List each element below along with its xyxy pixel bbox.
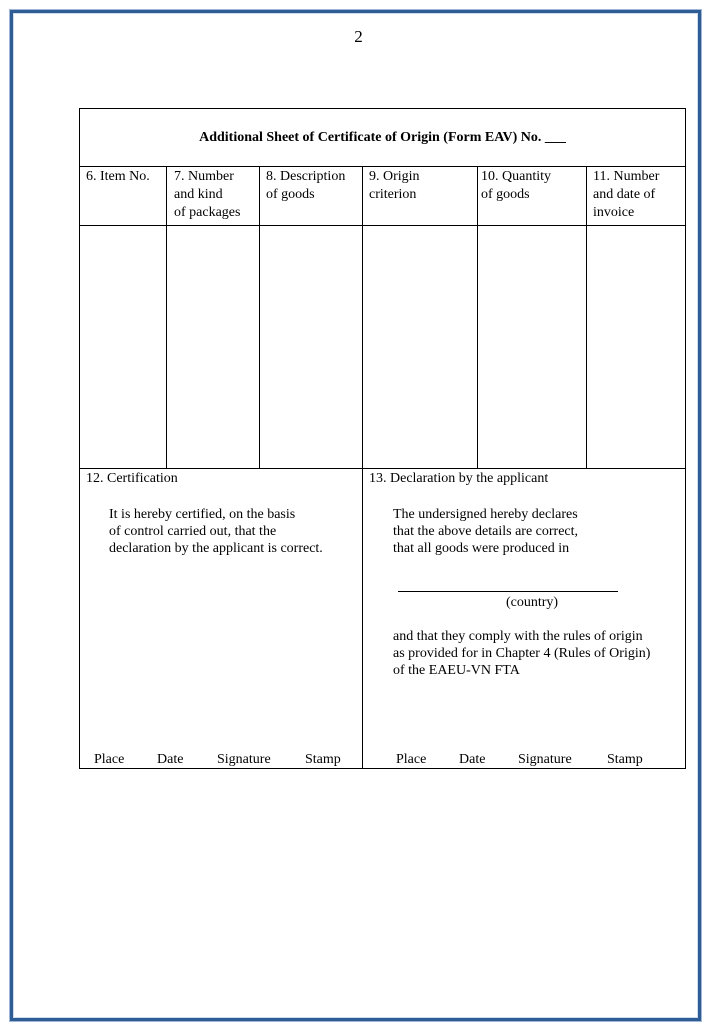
certification-heading: 12. Certification — [86, 471, 178, 486]
declaration-text: The undersigned hereby declares that the above details are correct, that all goods were produced in — [393, 507, 579, 556]
declaration-heading: 13. Declaration by the applicant — [369, 471, 549, 486]
page-number: 2 — [354, 27, 363, 46]
column-divider — [586, 166, 587, 468]
body-divider — [80, 468, 685, 469]
title-divider — [80, 166, 685, 167]
column-header-origin-criterion: 9. Origin criterion — [369, 169, 420, 202]
country-blank-line — [398, 591, 618, 592]
column-header-description: 8. Description of goods — [266, 169, 346, 202]
column-header-invoice: 11. Number and date of invoice — [593, 169, 660, 220]
column-divider — [477, 166, 478, 468]
column-header-item-no: 6. Item No. — [86, 169, 150, 184]
declaration-place-label: Place — [396, 752, 427, 767]
certificate-form — [79, 108, 686, 769]
certification-text: It is hereby certified, on the basis of control carried out, that the declaration by the applicant is correct. — [109, 507, 323, 556]
column-divider — [259, 166, 260, 468]
column-header-quantity: 10. Quantity of goods — [481, 169, 551, 202]
header-divider — [80, 225, 685, 226]
certification-place-label: Place — [94, 752, 125, 767]
country-label: (country) — [506, 595, 559, 610]
form-title: Additional Sheet of Certificate of Origin (Form EAV) No. ___ — [199, 130, 566, 145]
declaration-date-label: Date — [459, 752, 486, 767]
column-header-packages: 7. Number and kind of packages — [174, 169, 241, 220]
column-divider — [166, 166, 167, 468]
certification-stamp-label: Stamp — [305, 752, 341, 767]
certification-date-label: Date — [157, 752, 184, 767]
column-divider — [362, 166, 363, 769]
declaration-signature-label: Signature — [518, 752, 572, 767]
declaration-compliance-text: and that they comply with the rules of origin as provided for in Chapter 4 (Rules of Origin) of the EAEU-VN FTA — [393, 629, 651, 678]
declaration-stamp-label: Stamp — [607, 752, 643, 767]
certification-signature-label: Signature — [217, 752, 271, 767]
